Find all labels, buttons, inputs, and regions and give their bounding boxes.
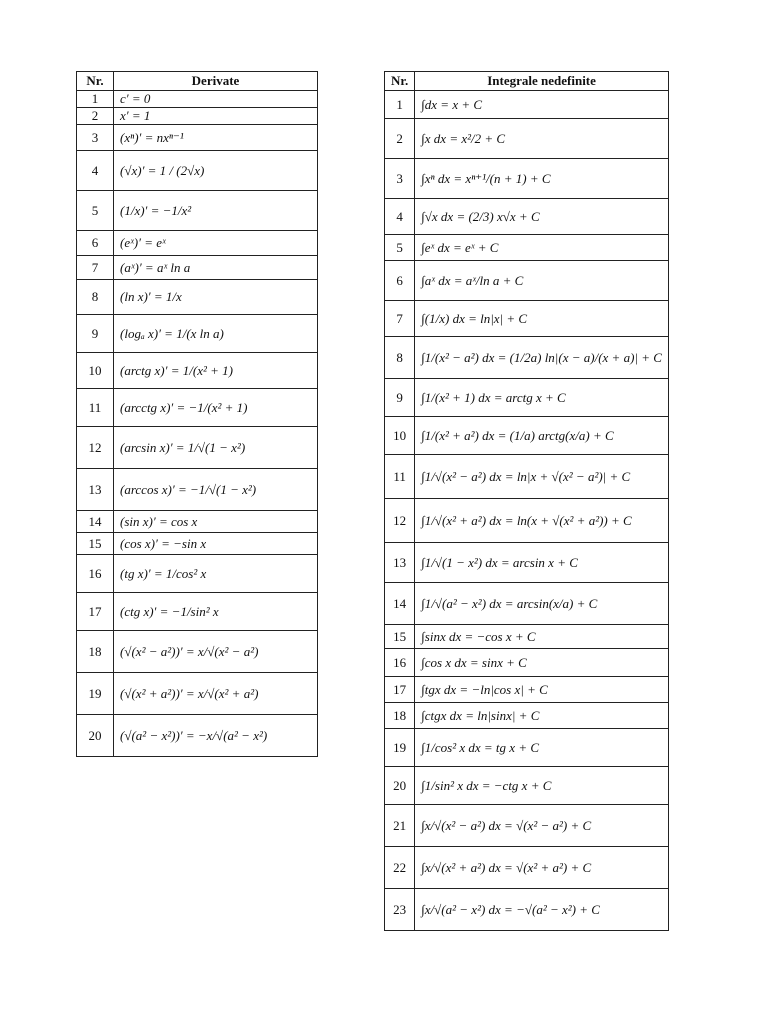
derivatives-row [77, 673, 318, 715]
integrals-row-formula: ∫x/√(x² + a²) dx = √(x² + a²) + C [415, 847, 669, 889]
derivatives-row [77, 511, 318, 533]
integrals-row-number: 23 [385, 889, 415, 931]
integrals-row-number: 22 [385, 847, 415, 889]
integrals-row-number: 19 [385, 729, 415, 767]
integrals-row-formula: ∫xⁿ dx = xⁿ⁺¹/(n + 1) + C [415, 159, 669, 199]
integrals-row [385, 417, 669, 455]
integrals-body [385, 91, 669, 931]
integrals-row [385, 455, 669, 499]
integrals-row-formula: ∫eˣ dx = eˣ + C [415, 235, 669, 261]
integrals-row-number: 12 [385, 499, 415, 543]
integrals-row-number: 13 [385, 543, 415, 583]
integrals-row-formula: ∫1/√(a² − x²) dx = arcsin(x/a) + C [415, 583, 669, 625]
integrals-row-formula: ∫1/cos² x dx = tg x + C [415, 729, 669, 767]
derivatives-row-formula: (eˣ)′ = eˣ [114, 231, 318, 256]
integrals-row-formula: ∫x dx = x²/2 + C [415, 119, 669, 159]
derivatives-row-formula: (arcsin x)′ = 1/√(1 − x²) [114, 427, 318, 469]
derivatives-row-number: 13 [77, 469, 114, 511]
derivatives-row-number: 20 [77, 715, 114, 757]
integrals-row-formula: ∫1/(x² + a²) dx = (1/a) arctg(x/a) + C [415, 417, 669, 455]
integrals-row [385, 499, 669, 543]
derivatives-row-number: 18 [77, 631, 114, 673]
derivatives-row [77, 631, 318, 673]
derivatives-row-formula: c′ = 0 [114, 91, 318, 108]
integrals-row-formula: ∫aˣ dx = aˣ/ln a + C [415, 261, 669, 301]
derivatives-row [77, 231, 318, 256]
integrals-row-number: 10 [385, 417, 415, 455]
derivatives-row [77, 469, 318, 511]
derivatives-row-number: 6 [77, 231, 114, 256]
integrals-row-formula: ∫ctgx dx = ln|sinx| + C [415, 703, 669, 729]
integrals-row [385, 625, 669, 649]
derivatives-row-number: 15 [77, 533, 114, 555]
integrals-row-number: 14 [385, 583, 415, 625]
integrals-row-number: 9 [385, 379, 415, 417]
derivatives-row-number: 17 [77, 593, 114, 631]
integrals-row-number: 20 [385, 767, 415, 805]
derivatives-row [77, 91, 318, 108]
integrals-row-number: 8 [385, 337, 415, 379]
derivatives-row-number: 19 [77, 673, 114, 715]
integrals-row [385, 729, 669, 767]
integrals-row-number: 2 [385, 119, 415, 159]
derivatives-header-nr: Nr. [77, 72, 114, 91]
derivatives-row-formula: (sin x)′ = cos x [114, 511, 318, 533]
derivatives-row-number: 3 [77, 125, 114, 151]
derivatives-row-formula: (tg x)′ = 1/cos² x [114, 555, 318, 593]
integrals-row-formula: ∫dx = x + C [415, 91, 669, 119]
integrals-row-number: 15 [385, 625, 415, 649]
derivatives-header-row [77, 72, 318, 91]
derivatives-row [77, 389, 318, 427]
derivatives-row-formula: (√x)′ = 1 / (2√x) [114, 151, 318, 191]
derivatives-row [77, 715, 318, 757]
derivatives-row [77, 125, 318, 151]
integrals-row-formula: ∫1/sin² x dx = −ctg x + C [415, 767, 669, 805]
derivatives-row [77, 191, 318, 231]
derivatives-row-number: 1 [77, 91, 114, 108]
integrals-row [385, 889, 669, 931]
integrals-row [385, 379, 669, 417]
derivatives-row-number: 5 [77, 191, 114, 231]
integrals-row-number: 11 [385, 455, 415, 499]
integrals-row [385, 847, 669, 889]
derivatives-row-number: 11 [77, 389, 114, 427]
integrals-row-number: 7 [385, 301, 415, 337]
derivatives-row-formula: x′ = 1 [114, 108, 318, 125]
integrals-row-formula: ∫1/(x² + 1) dx = arctg x + C [415, 379, 669, 417]
integrals-row [385, 235, 669, 261]
integrals-row-number: 18 [385, 703, 415, 729]
integrals-row-number: 17 [385, 677, 415, 703]
derivatives-row-formula: (√(a² − x²))′ = −x/√(a² − x²) [114, 715, 318, 757]
derivatives-row-formula: (logₐ x)′ = 1/(x ln a) [114, 315, 318, 353]
derivatives-row-number: 9 [77, 315, 114, 353]
integrals-row [385, 199, 669, 235]
derivatives-row [77, 427, 318, 469]
derivatives-row [77, 256, 318, 280]
integrals-row-formula: ∫√x dx = (2/3) x√x + C [415, 199, 669, 235]
derivatives-row-formula: (arcctg x)′ = −1/(x² + 1) [114, 389, 318, 427]
integrals-row-number: 1 [385, 91, 415, 119]
derivatives-row-number: 4 [77, 151, 114, 191]
integrals-row-number: 6 [385, 261, 415, 301]
integrals-row [385, 677, 669, 703]
derivatives-row-formula: (√(x² − a²))′ = x/√(x² − a²) [114, 631, 318, 673]
integrals-row-formula: ∫x/√(a² − x²) dx = −√(a² − x²) + C [415, 889, 669, 931]
derivatives-header-title: Derivate [114, 72, 318, 91]
integrals-row-number: 16 [385, 649, 415, 677]
derivatives-row-number: 7 [77, 256, 114, 280]
derivatives-row-number: 16 [77, 555, 114, 593]
integrals-row [385, 301, 669, 337]
derivatives-row-formula: (ctg x)′ = −1/sin² x [114, 593, 318, 631]
derivatives-row-number: 2 [77, 108, 114, 125]
derivatives-row-number: 8 [77, 280, 114, 315]
integrals-row-number: 5 [385, 235, 415, 261]
integrals-row-number: 3 [385, 159, 415, 199]
integrals-row-formula: ∫(1/x) dx = ln|x| + C [415, 301, 669, 337]
integrals-header-title: Integrale nedefinite [415, 72, 669, 91]
integrals-row [385, 543, 669, 583]
derivatives-body [77, 91, 318, 757]
integrals-row-number: 4 [385, 199, 415, 235]
integrals-header-row [385, 72, 669, 91]
derivatives-row-formula: (arctg x)′ = 1/(x² + 1) [114, 353, 318, 389]
derivatives-row-number: 14 [77, 511, 114, 533]
integrals-row [385, 159, 669, 199]
derivatives-row-formula: (cos x)′ = −sin x [114, 533, 318, 555]
integrals-row-formula: ∫tgx dx = −ln|cos x| + C [415, 677, 669, 703]
integrals-row [385, 805, 669, 847]
integrals-row [385, 703, 669, 729]
integrals-row-number: 21 [385, 805, 415, 847]
integrals-row-formula: ∫cos x dx = sinx + C [415, 649, 669, 677]
derivatives-row [77, 533, 318, 555]
integrals-row-formula: ∫1/(x² − a²) dx = (1/2a) ln|(x − a)/(x + a)| + C [415, 337, 669, 379]
derivatives-table [76, 71, 318, 757]
derivatives-row-number: 10 [77, 353, 114, 389]
derivatives-row-formula: (xⁿ)′ = nxⁿ⁻¹ [114, 125, 318, 151]
derivatives-row-formula: (√(x² + a²))′ = x/√(x² + a²) [114, 673, 318, 715]
derivatives-row-formula: (ln x)′ = 1/x [114, 280, 318, 315]
integrals-row [385, 337, 669, 379]
derivatives-row [77, 151, 318, 191]
integrals-row [385, 767, 669, 805]
integrals-row-formula: ∫1/√(x² + a²) dx = ln(x + √(x² + a²)) + C [415, 499, 669, 543]
derivatives-row-formula: (arccos x)′ = −1/√(1 − x²) [114, 469, 318, 511]
derivatives-row [77, 353, 318, 389]
integrals-row-formula: ∫sinx dx = −cos x + C [415, 625, 669, 649]
integrals-row [385, 583, 669, 625]
derivatives-row-formula: (1/x)′ = −1/x² [114, 191, 318, 231]
integrals-row [385, 261, 669, 301]
derivatives-row [77, 555, 318, 593]
integrals-row [385, 119, 669, 159]
integrals-row-formula: ∫1/√(1 − x²) dx = arcsin x + C [415, 543, 669, 583]
derivatives-row [77, 280, 318, 315]
integrals-row [385, 91, 669, 119]
integrals-row [385, 649, 669, 677]
integrals-table [384, 71, 669, 931]
integrals-row-formula: ∫x/√(x² − a²) dx = √(x² − a²) + C [415, 805, 669, 847]
derivatives-row [77, 315, 318, 353]
derivatives-row-number: 12 [77, 427, 114, 469]
integrals-row-formula: ∫1/√(x² − a²) dx = ln|x + √(x² − a²)| + C [415, 455, 669, 499]
derivatives-row [77, 108, 318, 125]
integrals-header-nr: Nr. [385, 72, 415, 91]
derivatives-row-formula: (aˣ)′ = aˣ ln a [114, 256, 318, 280]
derivatives-row [77, 593, 318, 631]
